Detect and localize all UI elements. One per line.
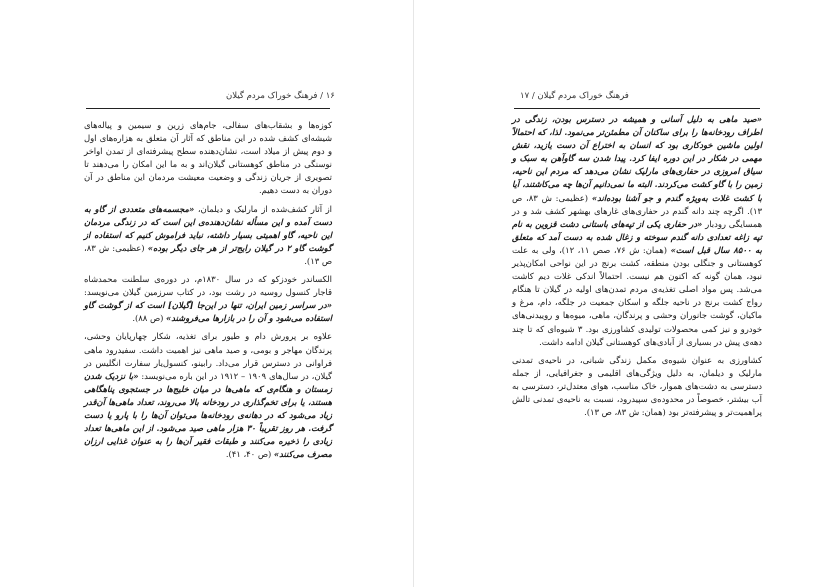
text-run: (ص ۴۰، ۴۱).: [225, 449, 274, 460]
text-run: علاوه بر پرورش دام و طیور برای تغذیه، شکار چهارپایان وحشی، پرندگان مهاجر و بومی، و صید ماهی نیز اهمیت داشت. سفیدرود ماهی فراوانی در دسترس قرار می‌داد. رابینو، کنسول‌یار سفارت انگلیس در گیلان، در سال‌های ۱۹۰۹ – ۱۹۱۲ در این باره می‌نویسد:: [84, 331, 333, 381]
paragraph: [512, 113, 762, 349]
page-header: فرهنگ خوراک مردم گیلان / ۱۷: [520, 91, 629, 101]
text-run: کشاورزی به عنوان شیوه‌ی مکمل زندگی شبانی، در ناحیه‌ی تمدنی مارلیک و دیلمان، به دلیل ویژگی‌های اقلیمی و جغرافیایی، از جمله دسترسی به دشت‌های هموار، خاک مناسب، هوای معتدل‌تر، دسترسی به آب بیشتر، خصوصاً در محدوده‌ی سپیدرود، نسبت به ناحیه‌ی تمدنی تالش پراهمیت‌تر و پیشرفته‌تر بود (همان: ش ۸۳، ص ۱۳).: [512, 354, 762, 418]
header-rule: [514, 108, 760, 109]
quoted-text: «با نزدیک شدن زمستان و هنگام‌ی که ماهی‌ها در میان خلیج‌ها در جستجوی پناهگاهی هستند، یا برای تخم‌گذاری در رودخانه بالا می‌روند، تعداد ماهی‌ها آن‌قدر زیاد می‌شود که در دهانه‌ی رودخانه‌ها می‌توان آن‌ها را با پارو یا دست گرفت. هر روز تقریباً ۳۰ هزار ماهی صید می‌شود. از این ماهی‌ها تعداد زیادی را ذخیره می‌کنند و طبقات فقیر آن‌ها را به عنوان غذایی ارزان مصرف می‌کنند»: [84, 370, 332, 460]
text-run: (عظیمی: ش ۸۳، ص ۱۳).: [84, 242, 332, 266]
page-body-text: [84, 119, 332, 461]
header-rule: [86, 108, 330, 109]
text-run: کوزه‌ها و بشقاب‌های سفالی، جام‌های زرین و سیمین و پیاله‌های شیشه‌ای کشف شده در این مناطق که آثار آن متعلق به هزاره‌های اول و دوم پیش از میلاد است، نشان‌دهنده سطح پیشرفته‌ای از تمدن اواخر نوسنگی در مناطق کوهستانی گیلان‌اند و به ما این امکان را می‌دهند تا تصویری از جریان زندگی و وضعیت معیشت مردمان این مناطق در آن دوران به دست دهیم.: [84, 120, 332, 196]
paragraph: [84, 203, 332, 268]
quoted-text: «صید ماهی به دلیل آسانی و همیشه در دسترس بودن، زندگی در اطراف رودخانه‌ها را برای ساکنان آن مطمئن‌تر می‌نمود. لذا، که احتمالاً اولین ماشین خودکاری بود که انسان به اختراع آن دست یازید، نقش مهمی در شکار در این دوره ایفا کرد. پیدا شدن سه گاوآهن به سبک و سیاق امروزی در حفاری‌های مارلیک نشان می‌دهد که مردم این ناحیه، زمین را با گاو کشت می‌کردند. البته ما نمی‌دانیم آن‌ها چه می‌کاشتند، آیا با کشت غلات به‌ویژه گندم و جو آشنا بوده‌اند»: [512, 114, 762, 203]
paragraph: [84, 119, 332, 198]
text-run: الکساندر خودزکو که در سال ۱۸۳۰م، در دوره‌ی سلطنت محمدشاه قاجار کنسول روسیه در رشت بود، در کتاب سرزمین گیلان می‌نویسد:: [84, 274, 332, 298]
quoted-text: «مجسمه‌های متعددی از گاو به دست آمده و این مسأله نشان‌دهنده‌ی این است که در زندگی مردمان این ناحیه، گاو اهمیتی بسیار داشته، نباید فراموش کنیم که استفاده از گوشت گاو ۲ در گیلان رایج‌تر از هر جای دیگر بوده»: [84, 203, 332, 253]
text-run: از آثار کشف‌شده از مارلیک و دیلمان،: [194, 203, 332, 214]
paragraph: [84, 273, 332, 325]
right-page: [414, 0, 828, 587]
page-body-text: [512, 113, 762, 419]
text-run: (عظیمی: ش ۸۳، ص ۱۳). اگرچه چند دانه گندم در حفاری‌های غارهای بهشهر کشف شد و در همسایگی رودبار: [512, 192, 762, 229]
quoted-text: «در سراسر زمین ایران، تنها در این‌جا [گیلان] است که از گوشت گاو استفاده می‌شود و آن را در بازارها می‌فروشند»: [84, 300, 332, 324]
paragraph: [84, 330, 332, 461]
paragraph: [512, 354, 762, 419]
page-header: ۱۶ / فرهنگ خوراک مردم گیلان: [226, 91, 335, 101]
text-run: (همان: ش ۷۶، صص ۱۱، ۱۲)، ولی به علت کوهستانی و جنگلی بودن منطقه، کشت برنج در این نواحی امکان‌پذیر نبود، همان گونه که اکنون هم نیست. احتمالاً اندکی غلات دیم کاشت می‌شد. پس مواد اصلی تغذیه‌ی مردم تمدن‌های اولیه در گیلان تا هنگام رواج کشت برنج در ناحیه جلگه و اسکان جمعیت در جلگه، دام، مرغ و ماکیان، گوشت جانوران وحشی و پرندگان، ماهی، میوه‌ها و روییدنی‌های خودرو و نیز کمی محصولات تولیدی کشاورزی بود. ۳ شیوه‌ای که تا چند دهه‌ی پیش در بسیاری از آبادی‌های کوهستانی گیلان ادامه داشت.: [512, 244, 762, 347]
text-run: (ص ۸۸).: [132, 313, 167, 324]
quoted-text: «در حفاری یکی از تپه‌های باستانی دشت قزوین به نام تپه زاغه تعدادی دانه گندم سوخته و زغال شده به دست آمد که متعلق به ۸۵۰۰ سال قبل است»: [512, 218, 763, 255]
